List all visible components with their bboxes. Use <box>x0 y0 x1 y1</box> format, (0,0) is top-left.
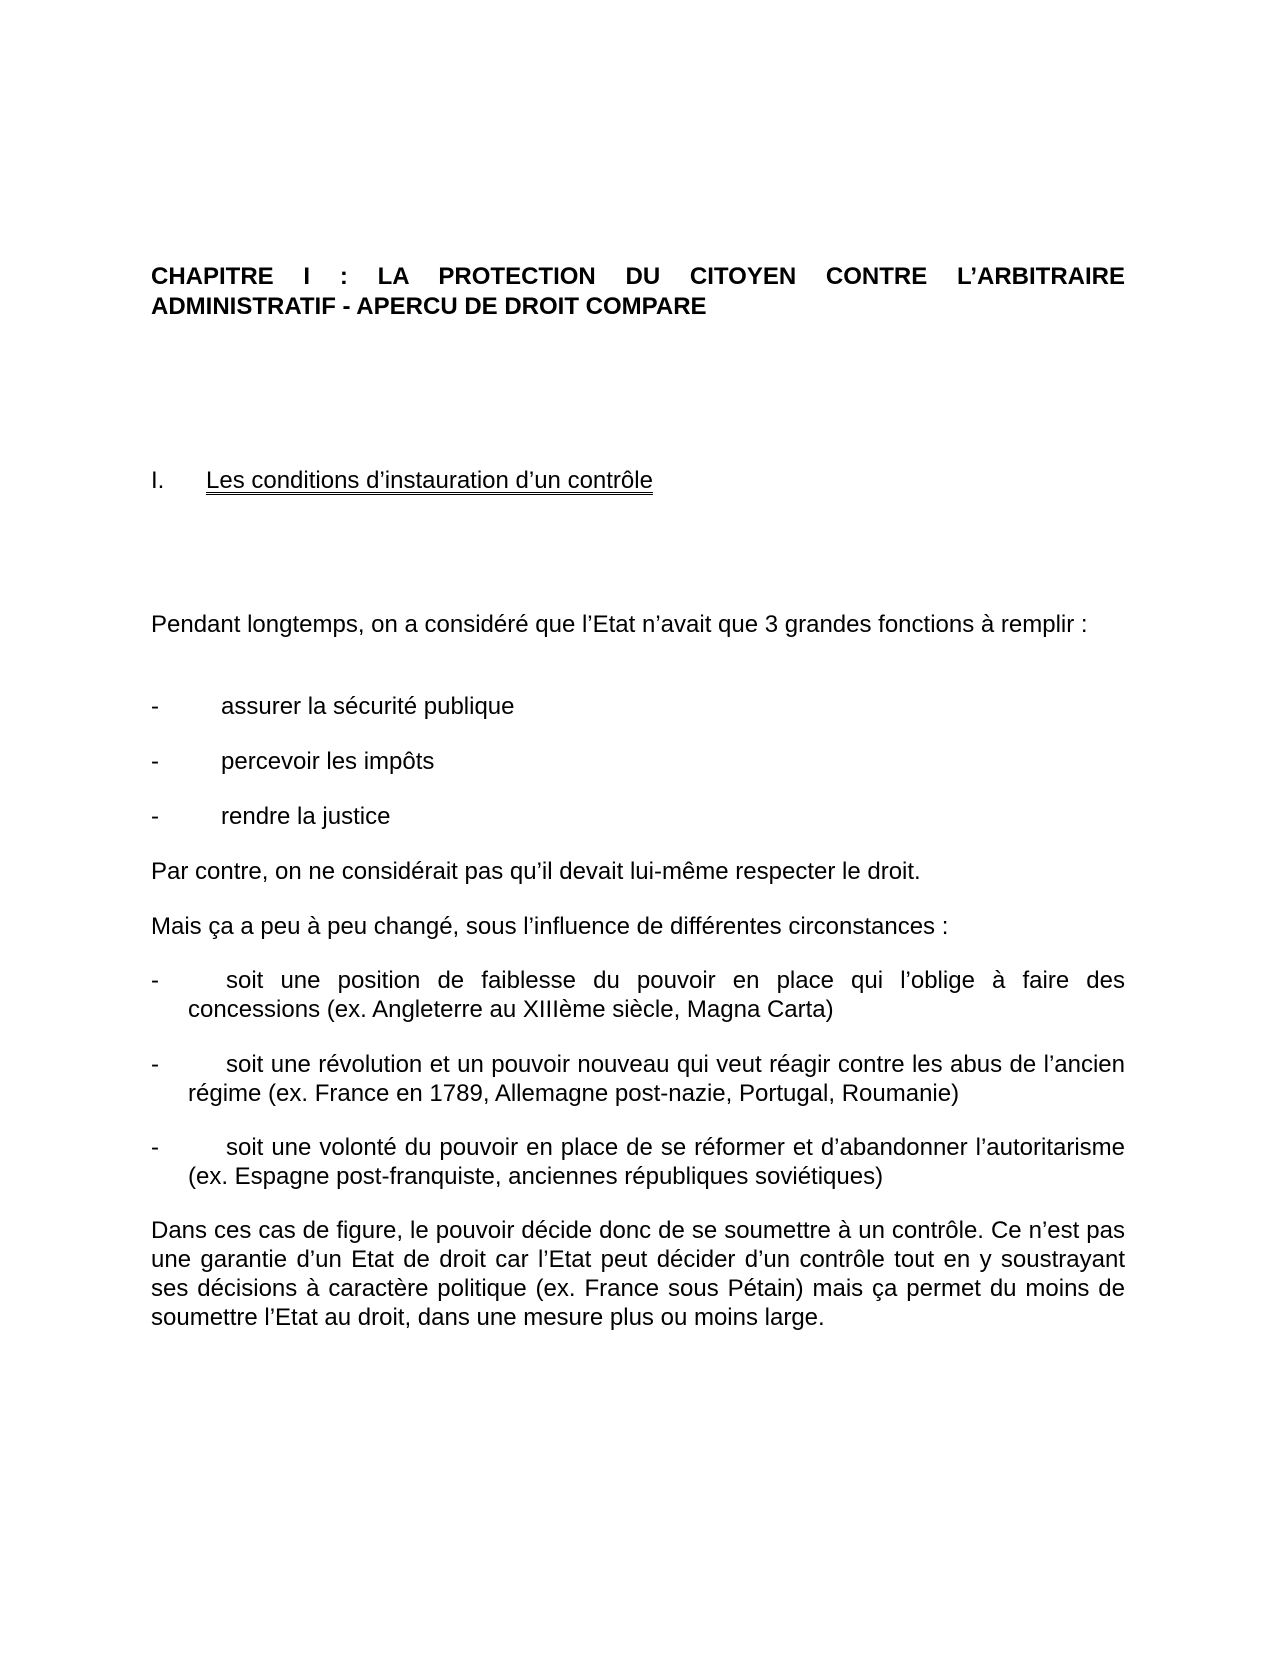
list-item-text: soit une révolution et un pouvoir nouveau qui veut réagir contre les abus de l’ancien régime (ex. France en 1789, Allemagne post-nazie, Portugal, Roumanie) <box>188 1051 1125 1107</box>
change-paragraph: Mais ça a peu à peu changé, sous l’influence de différentes circonstances : <box>151 913 949 940</box>
section-heading <box>151 466 1125 496</box>
list-item-text: assurer la sécurité publique <box>221 693 515 720</box>
intro-paragraph: Pendant longtemps, on a considéré que l’Etat n’avait que 3 grandes fonctions à remplir : <box>151 611 1088 638</box>
list-item-text: soit une volonté du pouvoir en place de se réformer et d’abandonner l’autoritarisme (ex. Espagne post-franquiste, anciennes républiques soviétiques) <box>188 1134 1125 1190</box>
conclusion-paragraph: Dans ces cas de figure, le pouvoir décide donc de se soumettre à un contrôle. Ce n’est pas une garantie d’un Etat de droit car l’Etat peut décider d’un contrôle tout en y soustrayant ses décisions à caractère politique (ex. France sous Pétain) mais ça permet du moins de soumettre l’Etat au droit, dans une mesure plus ou moins large. <box>151 1217 1125 1331</box>
section-number: I. <box>151 467 165 494</box>
list-bullet: - <box>151 803 159 830</box>
list-bullet: - <box>151 748 159 775</box>
list-bullet: - <box>151 1051 159 1078</box>
contrast-paragraph: Par contre, on ne considérait pas qu’il devait lui-même respecter le droit. <box>151 858 921 885</box>
section-title: Les conditions d’instauration d’un contrôle <box>206 467 653 494</box>
list-item-text: rendre la justice <box>221 803 391 830</box>
list-item <box>151 1133 1125 1191</box>
list-item <box>151 1050 1125 1108</box>
list-bullet: - <box>151 967 159 994</box>
list-bullet: - <box>151 1134 159 1161</box>
list-item-text: percevoir les impôts <box>221 748 435 775</box>
chapter-title: CHAPITRE I : LA PROTECTION DU CITOYEN CONTRE L’ARBITRAIRE ADMINISTRATIF - APERCU DE DROIT COMPARE <box>151 263 1125 320</box>
list-item <box>151 966 1125 1024</box>
list-item-text: soit une position de faiblesse du pouvoir en place qui l’oblige à faire des concessions (ex. Angleterre au XIIIème siècle, Magna Carta) <box>188 967 1125 1023</box>
list-bullet: - <box>151 693 159 720</box>
